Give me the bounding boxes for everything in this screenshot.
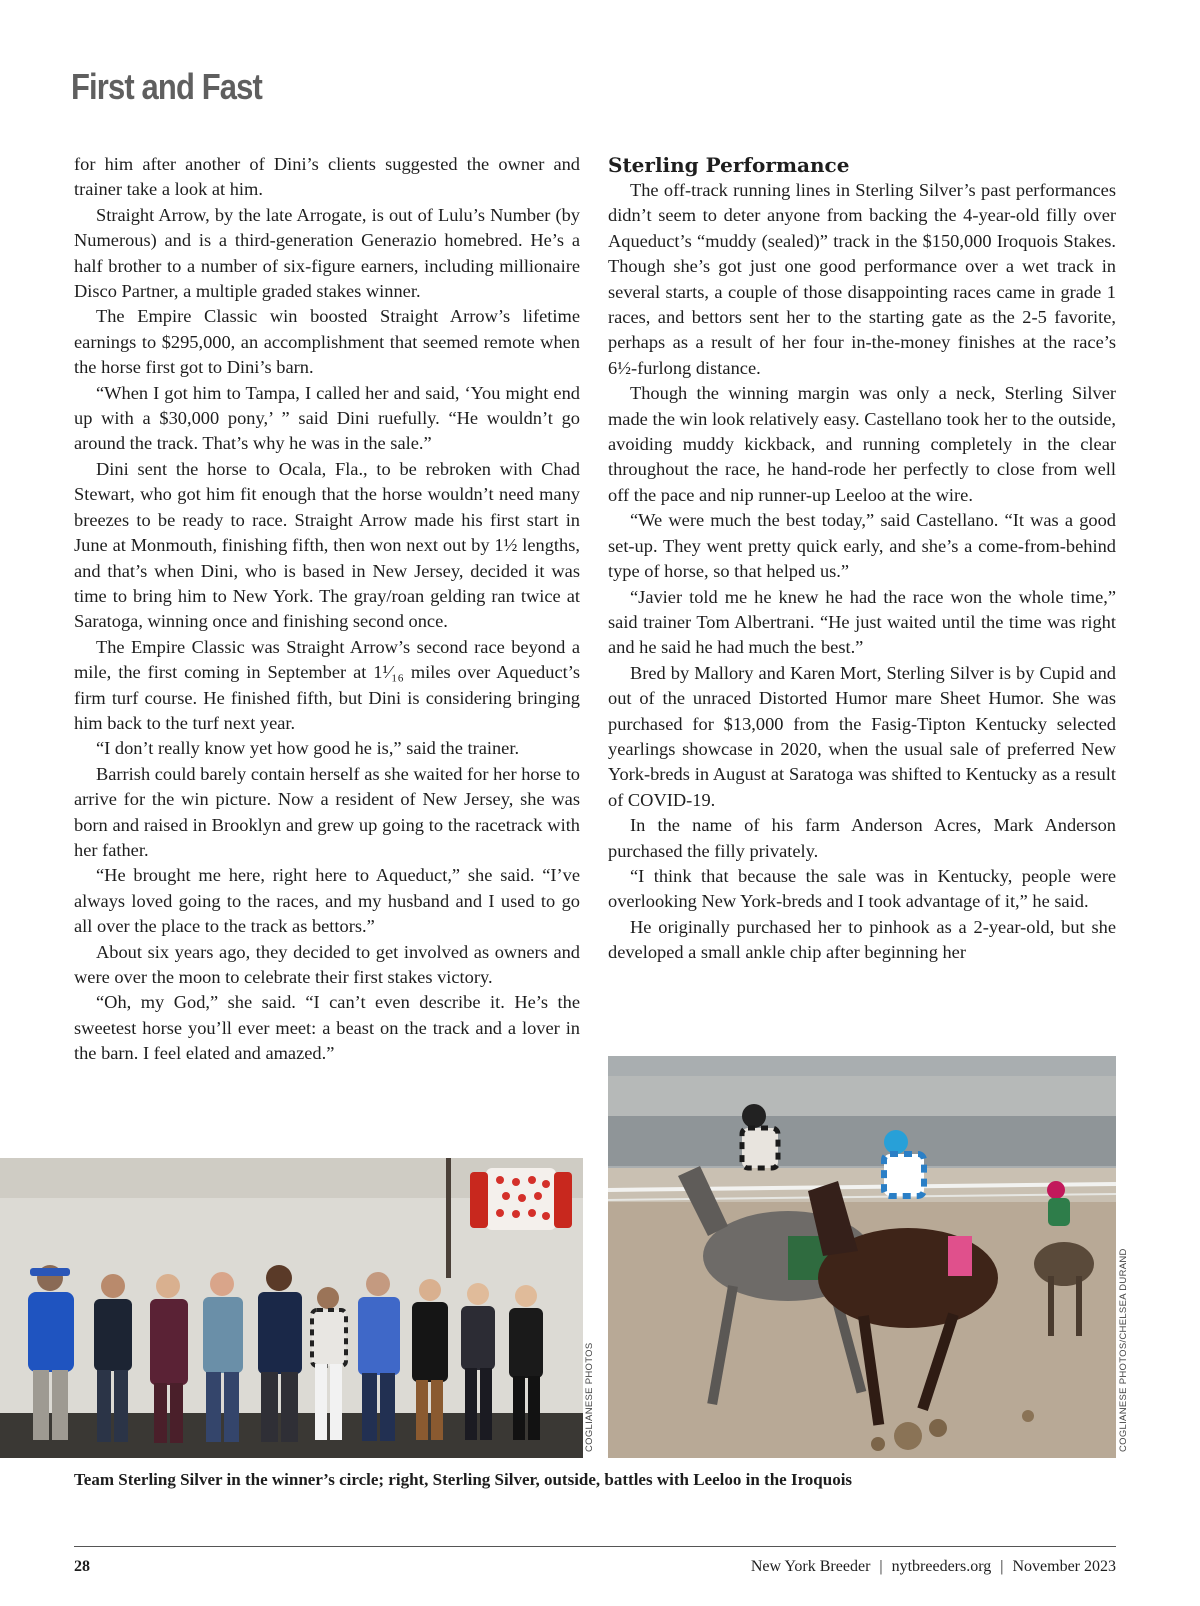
photo-caption: Team Sterling Silver in the winner’s circle; right, Sterling Silver, outside, battles with Leeloo in the Iroquois (74, 1470, 853, 1489)
race-photo (608, 1056, 1116, 1458)
subhead: Sterling Performance (608, 153, 850, 177)
article-paragraph: He originally purchased her to pinhook as a 2-year-old, but she developed a small ankle chip after beginning her (608, 916, 1116, 963)
article-paragraph: “I don’t really know yet how good he is,” said the trainer. (96, 738, 520, 759)
article-paragraph: “I think that because the sale was in Kentucky, people were overlooking New York-breds and I took advantage of it,” he said. (608, 865, 1116, 912)
article-paragraph: In the name of his farm Anderson Acres, Mark Anderson purchased the filly privately. (608, 815, 1116, 861)
footer-separator: | (879, 1558, 883, 1575)
article-paragraph: “When I got him to Tampa, I called her and said, ‘You might end up with a $30,000 pony,’ ” said Dini ruefully. “He wouldn’t go around the track. That’s why he was in the sale.” (74, 382, 580, 454)
right-column (608, 152, 1116, 966)
left-column (74, 152, 580, 1067)
article-paragraph: “He brought me here, right here to Aqueduct,” she said. “I’ve always loved going to the races, and my husband and I used to go all over the place to the track as bettors.” (74, 865, 580, 937)
right-photo-credit: COGLIANESE PHOTOS/CHELSEA DURAND (1118, 1248, 1129, 1452)
article-paragraph: “Oh, my God,” she said. “I can’t even describe it. He’s the sweetest horse you’ll ever meet: a beast on the track and a lover in the barn. I feel elated and amazed.” (74, 992, 580, 1064)
left-photo-credit: COGLIANESE PHOTOS (584, 1342, 595, 1452)
publication-name: New York Breeder (750, 1558, 871, 1575)
issue-date: November 2023 (1012, 1558, 1116, 1575)
footer-separator: | (1000, 1558, 1004, 1575)
article-paragraph: Barrish could barely contain herself as she waited for her horse to arrive for the win picture. Now a resident of New Jersey, she was born and raised in Brooklyn and grew up going to the racetrack with her father. (74, 763, 580, 860)
footer-rule (74, 1546, 1116, 1547)
article-paragraph: About six years ago, they decided to get involved as owners and were over the moon to celebrate their first stakes victory. (74, 941, 580, 987)
article-paragraph: “Javier told me he knew he had the race won the whole time,” said trainer Tom Albertrani. “He just waited until the time was right and he said he had much the best.” (608, 586, 1116, 658)
article-paragraph: “We were much the best today,” said Castellano. “It was a good set-up. They went pretty quick early, and she’s a come-from-behind type of horse, so that helped us.” (608, 510, 1116, 582)
footer-info (751, 1558, 1116, 1576)
article-paragraph: Dini sent the horse to Ocala, Fla., to be rebroken with Chad Stewart, who got him fit enough that the horse wouldn’t need many breezes to be ready to race. Straight Arrow made his first start in June at Monmouth, finishing fifth, then won next out by 1½ lengths, and that’s when Dini, who is based in New Jersey, decided it was time to bring him to New York. The gray/roan gelding ran twice at Saratoga, winning once and finishing second once. (74, 458, 580, 632)
winners-circle-photo (0, 1158, 583, 1458)
article-paragraph: Straight Arrow, by the late Arrogate, is out of Lulu’s Number (by Numerous) and is a third-generation Generazio homebred. He’s a half brother to a number of six-figure earners, including millionaire Disco Partner, a multiple graded stakes winner. (74, 204, 580, 302)
article-paragraph: for him after another of Dini’s clients suggested the owner and trainer take a look at him. (74, 154, 580, 200)
article-paragraph: The off-track running lines in Sterling Silver’s past performances didn’t seem to deter anyone from backing the 4-year-old filly over Aqueduct’s “muddy (sealed)” track in the $150,000 Iroquois Stakes. Though she’s got just one good performance over a wet track in several starts, a couple of those disappointing races came in grade 1 races, and bettors sent her to the starting gate as the 2-5 favorite, perhaps as a result of her four in-the-money finishes at the race’s 6½-furlong distance. (608, 180, 1116, 378)
page-number: 28 (74, 1558, 90, 1575)
website-link[interactable]: nytbreeders.org (891, 1558, 992, 1575)
article-paragraph: Though the winning margin was only a neck, Sterling Silver made the win look relatively easy. Castellano took her to the outside, avoiding muddy kickback, and running completely in the clear throughout the race, he hand-rode her perfectly to close from well off the pace and nip runner-up Leeloo at the wire. (608, 383, 1116, 505)
section-title: First and Fast (71, 66, 262, 107)
article-paragraph: The Empire Classic was Straight Arrow’s second race beyond a mile, the first coming in September at 1¹⁄₁₆ miles over Aqueduct’s firm turf course. He finished fifth, but Dini is considering bringing him back to the turf next year. (74, 636, 580, 733)
article-paragraph: The Empire Classic win boosted Straight Arrow’s lifetime earnings to $295,000, an accomplishment that seemed remote when the horse first got to Dini’s barn. (74, 306, 580, 378)
article-paragraph: Bred by Mallory and Karen Mort, Sterling Silver is by Cupid and out of the unraced Distorted Humor mare Sheet Humor. She was purchased for $13,000 from the Fasig-Tipton Kentucky selected yearlings showcase in 2020, when the usual sale of preferred New York-breds in August at Saratoga was shifted to Kentucky as a result of COVID-19. (608, 662, 1116, 810)
